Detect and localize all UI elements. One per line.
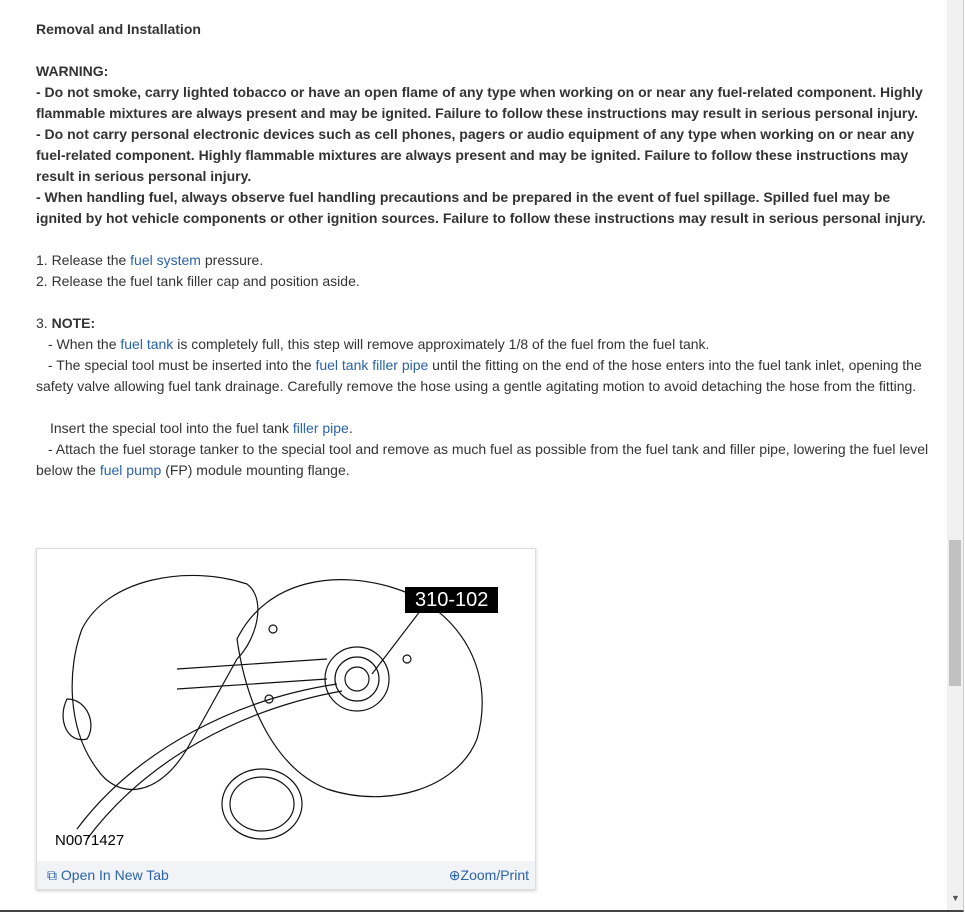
section-title: Removal and Installation — [36, 21, 201, 37]
vertical-scrollbar[interactable] — [947, 0, 963, 910]
link-fuel-tank-filler-pipe[interactable]: fuel tank filler pipe — [315, 357, 429, 373]
figure-card — [36, 548, 536, 890]
zoom-label: Zoom/Print — [460, 867, 529, 883]
scrollbar-thumb[interactable] — [949, 540, 961, 686]
warning-heading: WARNING: — [36, 63, 109, 79]
step-2: 2. Release the fuel tank filler cap and position aside. — [36, 273, 360, 289]
step-3 — [36, 313, 931, 334]
tool-callout: 310-102 — [405, 587, 498, 613]
scroll-down-arrow-icon[interactable]: ▼ — [951, 893, 960, 903]
link-fuel-tank[interactable]: fuel tank — [120, 336, 174, 352]
figure-id: N0071427 — [55, 832, 125, 849]
text: pressure. — [200, 252, 264, 268]
step-1 — [36, 250, 931, 271]
new-tab-icon: ⧉ — [47, 867, 57, 883]
zoom-icon: ⊕ — [448, 867, 461, 883]
open-in-new-tab-button[interactable] — [47, 867, 169, 884]
open-tab-label: Open In New Tab — [60, 867, 169, 883]
attach-step — [36, 439, 931, 481]
warning-item: - When handling fuel, always observe fuel handling precautions and be prepared in the event of fuel spillage. Spilled fuel may be ignited by hot vehicle components or other ignition sources. Failure to follow these instructions may result in serious personal injury. — [36, 189, 926, 226]
insert-step — [36, 418, 931, 439]
text: (FP) module mounting flange. — [161, 462, 350, 478]
warning-item: - Do not smoke, carry lighted tobacco or have an open flame of any type when working on or near any fuel-related component. Highly flammable mixtures are always present and may be ignited. Failure to follow these instructions may result in serious personal injury. — [36, 84, 923, 121]
note-1 — [36, 334, 931, 355]
text: 1. Release the — [36, 252, 131, 268]
link-fuel-system[interactable]: fuel system — [130, 252, 201, 268]
text: - Attach the fuel storage tanker to the special tool and remove as much fuel as possible from the fuel tank and filler pipe, lowering the fuel level below the — [36, 441, 929, 478]
text: - The special tool must be inserted into the — [48, 357, 316, 373]
text: until the fitting on the end of the hose enters into the fuel tank inlet, opening the safety valve allowing fuel tank drainage. Carefully remove the hose using a gentle agitating motion to avoid detaching the hose from the fitting. — [36, 357, 922, 394]
text: Insert the special tool into the fuel tank — [50, 420, 293, 436]
text: 3. — [36, 315, 52, 331]
text: - When the — [48, 336, 121, 352]
text: . — [348, 420, 353, 436]
text: is completely full, this step will remove approximately 1/8 of the fuel from the fuel tank. — [173, 336, 710, 352]
procedure-content — [36, 19, 931, 481]
link-filler-pipe[interactable]: filler pipe — [292, 420, 349, 436]
warning-item: - Do not carry personal electronic devices such as cell phones, pagers or audio equipment of any type when working on or near any fuel-related component. Highly flammable mixtures are always present and may be ignited. Failure to follow these instructions may result in serious personal injury. — [36, 126, 915, 184]
note-label: NOTE: — [51, 315, 96, 331]
note-2 — [36, 355, 931, 397]
figure-footer — [37, 861, 535, 889]
link-fuel-pump[interactable]: fuel pump — [99, 462, 162, 478]
zoom-print-button[interactable] — [449, 867, 529, 884]
